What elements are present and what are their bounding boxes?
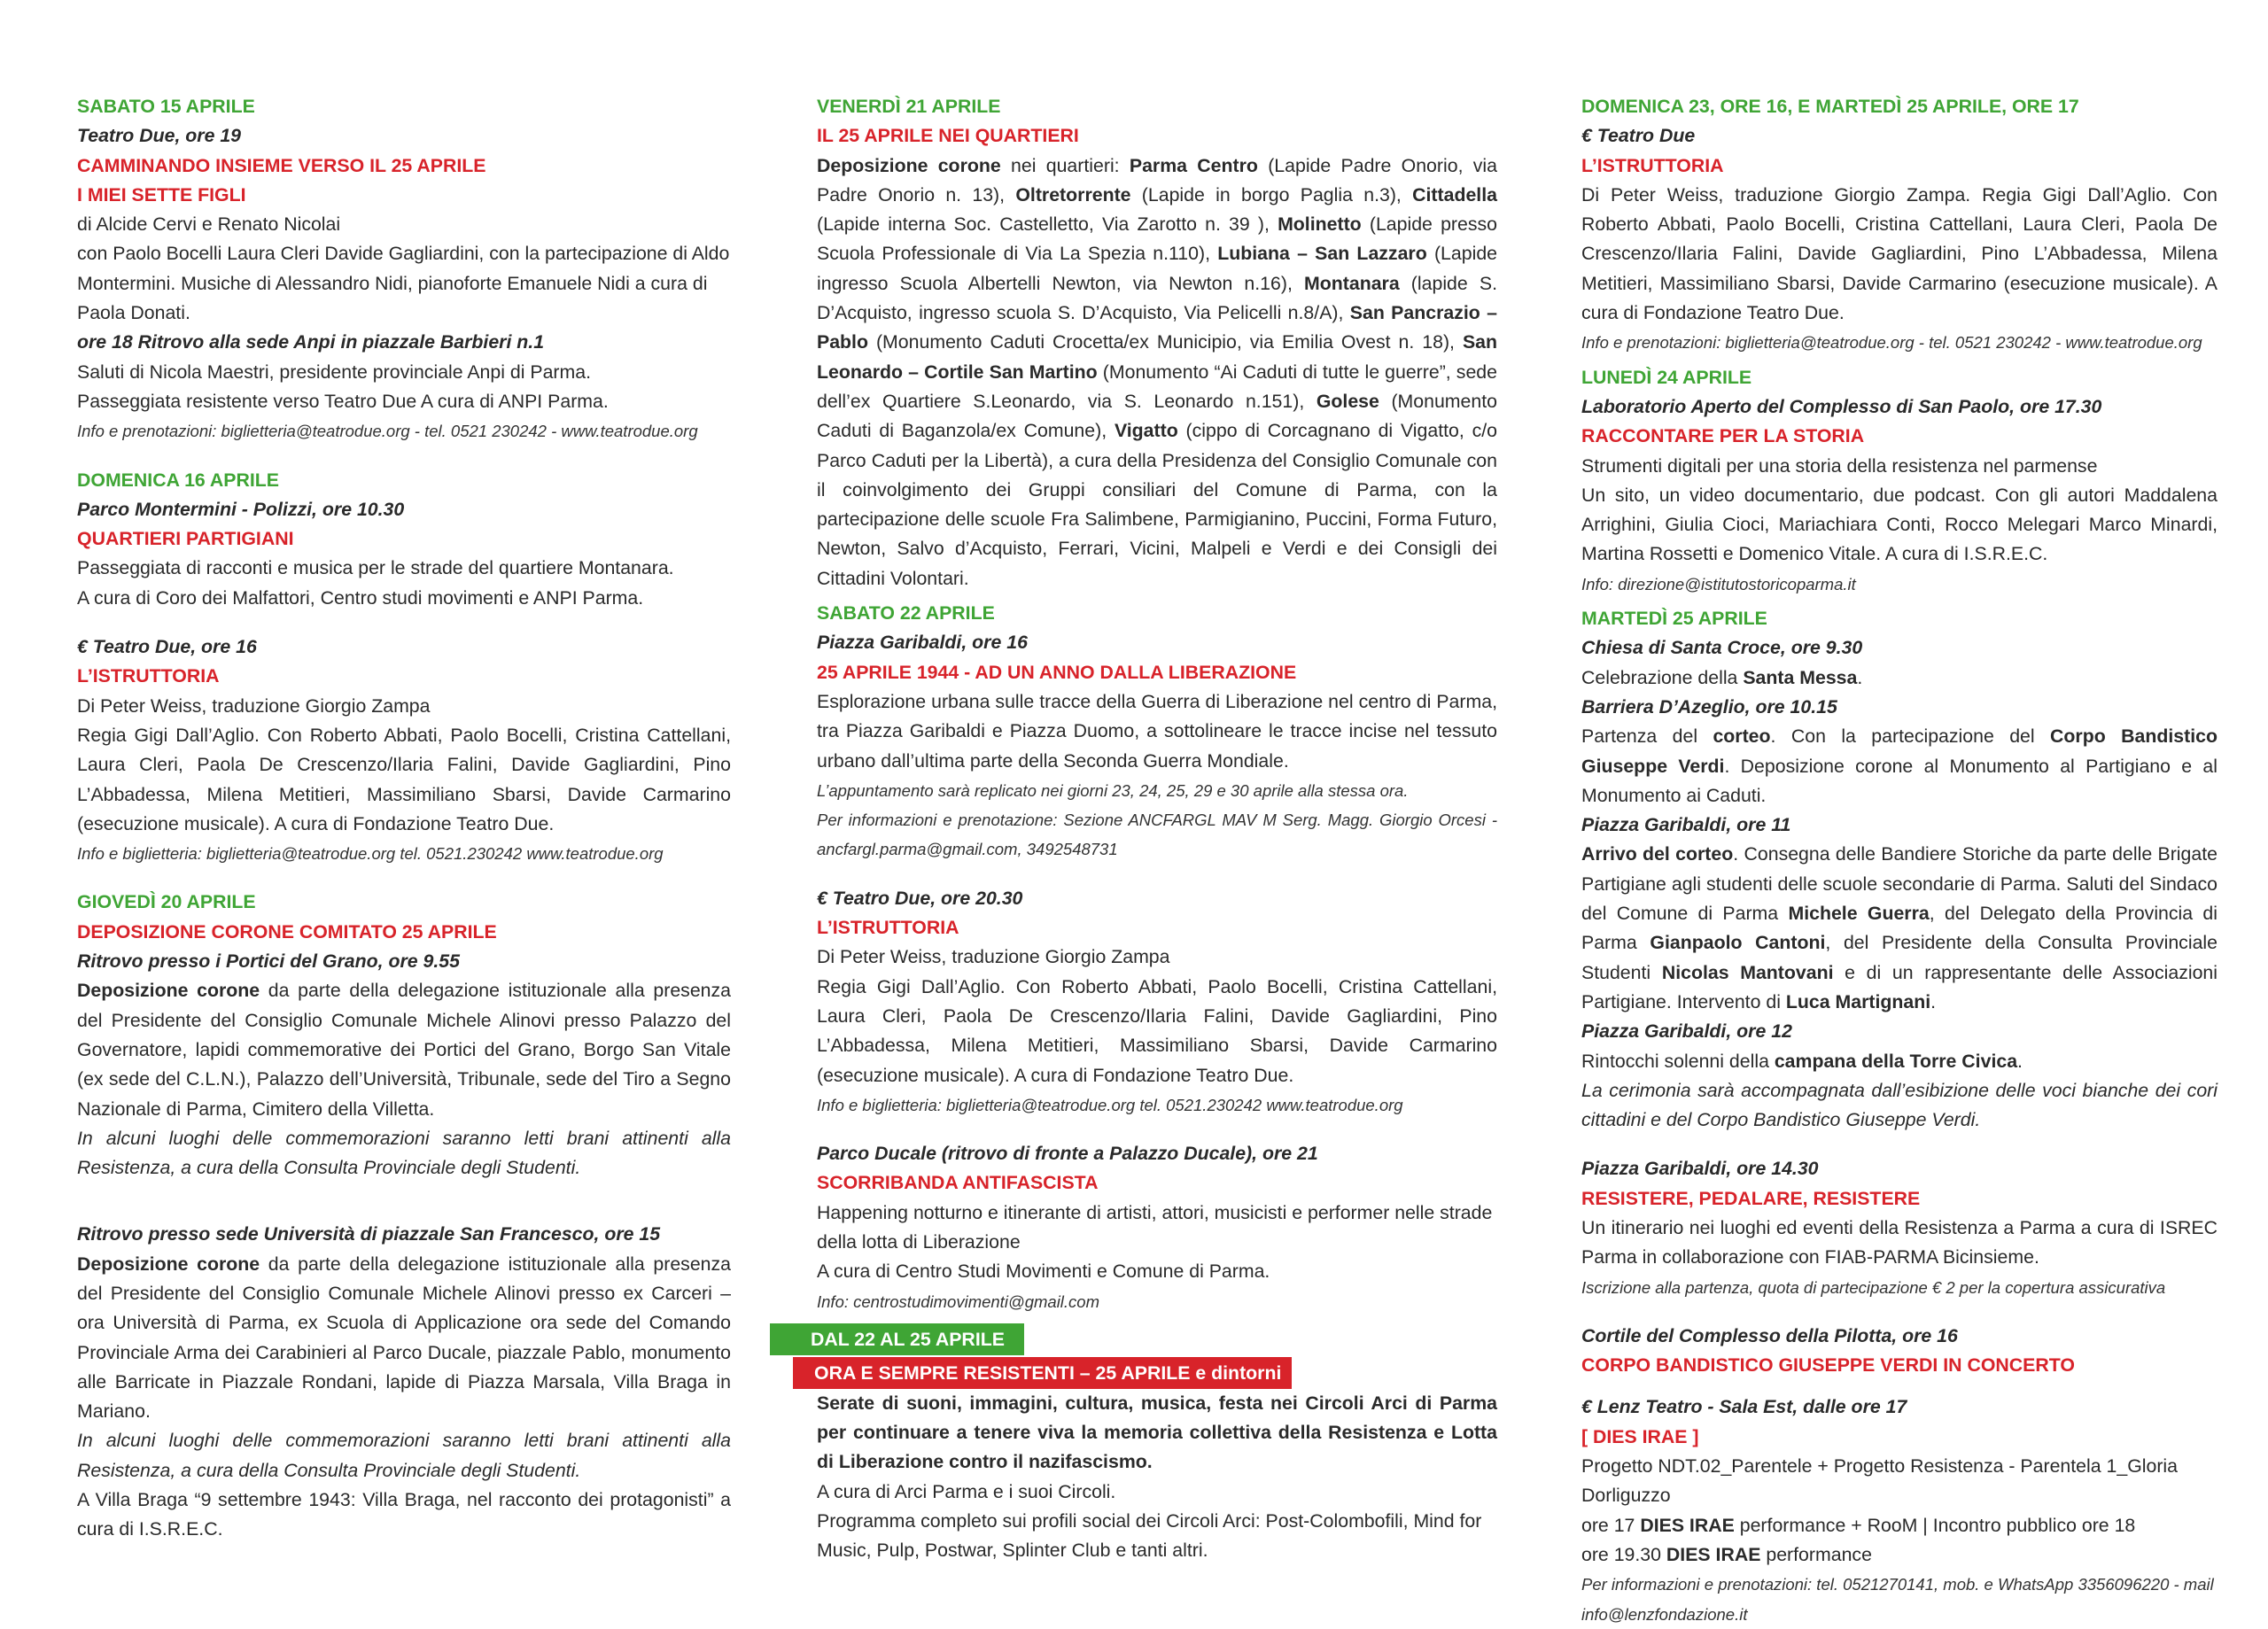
event-place: Ritrovo presso sede Università di piazzale San Francesco, ore 15 <box>77 1223 661 1245</box>
event-title: L’ISTRUTTORIA <box>77 665 220 687</box>
event-text: Di Peter Weiss, traduzione Giorgio Zampa <box>77 694 431 717</box>
text-run: (Monumento Caduti Crocetta/ex Municipio, via Emilia Ovest n. 18), <box>867 331 1463 353</box>
text-run: (cippo di Corcagnano di Vigatto, c/o Parco Caduti per la Libertà), a cura della Presidenza del Consiglio Comunale con il coinvolgimento dei Gruppi consiliari del Comune di Parma, con la partecipazione delle scuole Fra Salimbene, Parmigianino, Puccini, Forma Futuro, Newton, Salvo d’Acquisto, Ferrari, Vicini, Malpeli e Verdi e dei Consigli dei Cittadini Volontari. <box>817 420 1498 589</box>
bold-text: San Leonardo – Cortile San Martino <box>817 331 1497 383</box>
bold-text: Corpo Bandistico Giuseppe Verdi <box>1581 725 2218 777</box>
event-note: In alcuni luoghi delle commemorazioni saranno letti brani attinenti alla Resistenza, a cura della Consulta Provinciale degli Studenti. <box>77 1430 731 1481</box>
event-text: Un itinerario nei luoghi ed eventi della Resistenza a Parma a cura di ISREC Parma in collaborazione con FIAB-PARMA Bicinsieme. <box>1581 1216 2218 1268</box>
text-run: Celebrazione della <box>1581 666 1744 688</box>
event-place: Ritrovo presso i Portici del Grano, ore 9.55 <box>77 950 460 973</box>
text-run: performance + RooM | Incontro pubblico ore 18 <box>1734 1514 2136 1536</box>
event-text <box>1581 840 2218 1017</box>
text-run: , del Presidente della Consulta Provinciale Studenti <box>1581 932 2218 983</box>
event-text: Regia Gigi Dall’Aglio. Con Roberto Abbati, Paolo Bocelli, Cristina Cattellani, Laura Cleri, Paola De Crescenzo/Ilaria Falini, Davide Gagliardini, Pino L’Abbadessa, Milena Metitieri, Massimiliano Sbarsi, Davide Carmarino (esecuzione musicale). A cura di Fondazione Teatro Due. <box>817 975 1497 1086</box>
event-info: Info e prenotazioni: biglietteria@teatrodue.org - tel. 0521 230242 - www.teatrodue.org <box>77 422 698 441</box>
event-text <box>1581 1540 2218 1570</box>
text-run: Partenza del <box>1581 725 1713 748</box>
bold-text: Nicolas Mantovani <box>1661 961 1834 983</box>
event-date: SABATO 15 APRILE <box>77 96 255 117</box>
text-run: (Lapide ingresso Scuola Albertelli Newton, via Newton n.16), <box>817 243 1498 294</box>
event-place: Piazza Garibaldi, ore 16 <box>817 632 1028 654</box>
event-text: Happening notturno e itinerante di artisti, attori, musicisti e performer nelle strade della lotta di Liberazione <box>817 1201 1493 1253</box>
event-title: CORPO BANDISTICO GIUSEPPE VERDI IN CONCERTO <box>1581 1354 2075 1377</box>
event-title: DEPOSIZIONE CORONE COMITATO 25 APRILE <box>77 920 497 942</box>
event-title: L’ISTRUTTORIA <box>817 917 959 939</box>
event-title: CAMMINANDO INSIEME VERSO IL 25 APRILE <box>77 154 486 176</box>
bold-text: DIES IRAE <box>1666 1543 1761 1565</box>
event-text <box>1581 1047 2218 1076</box>
event-place: Piazza Garibaldi, ore 11 <box>1581 814 1791 836</box>
text-run: , del Delegato della Provincia di Parma <box>1581 903 2218 954</box>
event-place: Barriera D’Azeglio, ore 10.15 <box>1581 695 1837 718</box>
event-date: DOMENICA 16 APRILE <box>77 469 279 491</box>
event-text <box>1581 663 2218 693</box>
event-text: Serate di suoni, immagini, cultura, musica, festa nei Circoli Arci di Parma per continuare a tenere viva la memoria collettiva della Resistenza e Lotta di Liberazione contro il nazifascismo. <box>817 1392 1497 1473</box>
event-text <box>1581 1511 2218 1540</box>
event-place: € Teatro Due, ore 16 <box>77 636 257 658</box>
bold-text: Deposizione corone <box>77 980 260 1002</box>
event-banner: ORA E SEMPRE RESISTENTI – 25 APRILE e dintorni <box>793 1357 1292 1389</box>
text-run: da parte della delegazione istituzionale alla presenza del Presidente del Consiglio Comunale Michele Alinovi presso ex Carceri – ora Università di Parma, ex Scuola di Applicazione ora sede del Comando Provinciale Arma dei Carabinieri al Parco Ducale, piazzale Pablo, monumento alle Barricate in Piazzale Rondani, lapide di Piazza Marsala, Villa Braga in Mariano. <box>77 1253 731 1423</box>
event-place: € Lenz Teatro - Sala Est, dalle ore 17 <box>1581 1396 1907 1418</box>
event-text: con Paolo Bocelli Laura Cleri Davide Gagliardini, con la partecipazione di Aldo Montermini. Musiche di Alessandro Nidi, pianoforte Emanuele Nidi a cura di Paola Donati. <box>77 243 730 324</box>
event-text: A cura di Arci Parma e i suoi Circoli. <box>817 1480 1116 1502</box>
bold-text: Lubiana – San Lazzaro <box>1217 243 1427 265</box>
event-title: RESISTERE, PEDALARE, RESISTERE <box>1581 1187 1921 1209</box>
bold-text: Gianpaolo Cantoni <box>1650 932 1826 954</box>
event-text: Saluti di Nicola Maestri, presidente provinciale Anpi di Parma. <box>77 361 592 383</box>
bold-text: Luca Martignani <box>1785 990 1931 1012</box>
event-info: Info e biglietteria: biglietteria@teatrodue.org tel. 0521.230242 www.teatrodue.org <box>77 844 664 864</box>
event-place: Teatro Due, ore 19 <box>77 125 242 147</box>
event-title: L’ISTRUTTORIA <box>1581 154 1724 176</box>
event-date: DOMENICA 23, ORE 16, E MARTEDÌ 25 APRILE, ORE 17 <box>1581 96 2079 117</box>
text-run: (lapide S. D’Acquisto, ingresso scuola S. D’Acquisto, Via Pelicelli n.8/A), <box>817 272 1497 324</box>
text-run: . <box>2017 1050 2023 1072</box>
event-title: I MIEI SETTE FIGLI <box>77 183 246 206</box>
bold-text: Michele Guerra <box>1788 903 1930 925</box>
event-text: Progetto NDT.02_Parentele + Progetto Resistenza - Parentela 1_Gloria Dorliguzzo <box>1581 1455 2179 1507</box>
text-run: . <box>1857 666 1863 688</box>
event-info: Per informazioni e prenotazione: Sezione ANCFARGL MAV M Serg. Magg. Giorgio Orcesi - ancfargl.parma@gmail.com, 3492548731 <box>817 811 1497 859</box>
text-run: e di un rappresentante delle Associazioni Partigiane. Intervento di <box>1581 961 2218 1012</box>
bold-text: campana della Torre Civica <box>1774 1050 2018 1072</box>
event-place: Cortile del Complesso della Pilotta, ore 16 <box>1581 1324 1958 1346</box>
event-text: Passeggiata resistente verso Teatro Due A cura di ANPI Parma. <box>77 390 609 412</box>
bold-text: Molinetto <box>1278 213 1362 236</box>
text-run: ore 19.30 <box>1581 1543 1666 1565</box>
bold-text: Oltretorrente <box>1015 183 1131 206</box>
event-title: SCORRIBANDA ANTIFASCISTA <box>817 1172 1099 1194</box>
text-run: (Lapide interna Soc. Castelletto, Via Zarotto n. 39 ), <box>817 213 1278 236</box>
bold-text: Parma Centro <box>1129 154 1258 176</box>
event-date: SABATO 22 APRILE <box>817 602 995 624</box>
event-place: Piazza Garibaldi, ore 14.30 <box>1581 1158 1819 1180</box>
text-run: (Lapide Padre Onorio, via Padre Onorio n. 13), <box>817 154 1497 206</box>
event-text: Programma completo sui profili social dei Circoli Arci: Post-Colombofili, Mind for Music, Pulp, Postwar, Splinter Club e tanti altri. <box>817 1510 1482 1562</box>
event-date: MARTEDÌ 25 APRILE <box>1581 608 1767 630</box>
bold-text: Deposizione corone <box>817 154 1001 176</box>
event-info: L’appuntamento sarà replicato nei giorni 23, 24, 25, 29 e 30 aprile alla stessa ora. <box>817 780 1409 800</box>
event-info: Info e prenotazioni: biglietteria@teatrodue.org - tel. 0521 230242 - www.teatrodue.org <box>1581 333 2202 353</box>
event-info: Info: centrostudimovimenti@gmail.com <box>817 1292 1100 1311</box>
event-date: LUNEDÌ 24 APRILE <box>1581 366 1752 388</box>
column-1 <box>77 92 731 1545</box>
event-place: Piazza Garibaldi, ore 12 <box>1581 1020 1792 1043</box>
column-2 <box>811 92 1498 1566</box>
event-date: GIOVEDÌ 20 APRILE <box>77 891 256 913</box>
text-run: . Consegna delle Bandiere Storiche da parte delle Brigate Partigiane agli studenti delle scuole secondarie di Parma. Saluti del Sindaco del Comune di Parma <box>1581 843 2218 925</box>
event-info: Per informazioni e prenotazioni: tel. 0521270141, mob. e WhatsApp 3356096220 - mail info@lenzfondazione.it <box>1581 1575 2214 1624</box>
event-text: A Villa Braga “9 settembre 1943: Villa Braga, nel racconto dei protagonisti” a cura di I.S.R.E.C. <box>77 1489 731 1540</box>
event-text: Passeggiata di racconti e musica per le strade del quartiere Montanara. <box>77 557 674 579</box>
text-run: (Monumento Caduti di Baganzola/ex Comune), <box>817 390 1498 442</box>
event-text: Regia Gigi Dall’Aglio. Con Roberto Abbati, Paolo Bocelli, Cristina Cattellani, Laura Cleri, Paola De Crescenzo/Ilaria Falini, Davide Gagliardini, Pino L’Abbadessa, Milena Metitieri, Massimiliano Sbarsi, Davide Carmarino (esecuzione musicale). A cura di Fondazione Teatro Due. <box>77 724 731 834</box>
event-title: IL 25 APRILE NEI QUARTIERI <box>817 125 1079 147</box>
event-text <box>77 976 731 1123</box>
event-note: In alcuni luoghi delle commemorazioni saranno letti brani attinenti alla Resistenza, a cura della Consulta Provinciale degli Studenti. <box>77 1127 731 1179</box>
text-run: Rintocchi solenni della <box>1581 1050 1775 1072</box>
bold-text: Santa Messa <box>1743 666 1858 688</box>
event-title: QUARTIERI PARTIGIANI <box>77 528 294 550</box>
text-run: ore 17 <box>1581 1514 1641 1536</box>
event-place: Laboratorio Aperto del Complesso di San Paolo, ore 17.30 <box>1581 395 2102 417</box>
event-title: 25 APRILE 1944 - AD UN ANNO DALLA LIBERAZIONE <box>817 661 1297 683</box>
event-place: ore 18 Ritrovo alla sede Anpi in piazzale Barbieri n.1 <box>77 331 545 353</box>
bold-text: Arrivo del corteo <box>1581 843 1734 865</box>
event-text: Di Peter Weiss, traduzione Giorgio Zampa <box>817 946 1170 968</box>
bold-text: corteo <box>1713 725 1771 748</box>
event-text: Strumenti digitali per una storia della resistenza nel parmense <box>1581 454 2098 477</box>
event-text: Un sito, un video documentario, due podcast. Con gli autori Maddalena Arrighini, Giulia Cioci, Mariachiara Conti, Rocco Melegari Marco Minardi, Martina Rossetti e Domenico Vitale. A cura di I.S.R.E.C. <box>1581 484 2218 565</box>
text-run: performance <box>1760 1543 1872 1565</box>
bold-text: Golese <box>1316 390 1379 412</box>
text-run: (Lapide in borgo Paglia n.3), <box>1130 183 1413 206</box>
event-title: [ DIES IRAE ] <box>1581 1425 1699 1447</box>
event-place: Parco Ducale (ritrovo di fronte a Palazzo Ducale), ore 21 <box>817 1143 1318 1165</box>
bold-text: Deposizione corone <box>77 1253 260 1275</box>
bold-text: DIES IRAE <box>1640 1514 1735 1536</box>
event-text <box>77 1250 731 1427</box>
text-run: . Con la partecipazione del <box>1770 725 2051 748</box>
bold-text: Montanara <box>1304 272 1400 294</box>
column-3 <box>1581 92 2218 1629</box>
event-text: A cura di Coro dei Malfattori, Centro studi movimenti e ANPI Parma. <box>77 586 644 609</box>
event-place: € Teatro Due <box>1581 125 1696 147</box>
event-title: RACCONTARE PER LA STORIA <box>1581 425 1865 447</box>
text-run: nei quartieri: <box>1000 154 1130 176</box>
event-text <box>817 151 1497 593</box>
text-run: (Lapide presso Scuola Professionale di Via La Spezia n.110), <box>817 213 1497 265</box>
text-run: . Deposizione corone al Monumento al Partigiano e al Monumento ai Caduti. <box>1581 755 2218 806</box>
event-text: A cura di Centro Studi Movimenti e Comune di Parma. <box>817 1261 1270 1283</box>
bold-text: Cittadella <box>1412 183 1497 206</box>
event-place: € Teatro Due, ore 20.30 <box>817 887 1023 909</box>
event-info: Info e biglietteria: biglietteria@teatrodue.org tel. 0521.230242 www.teatrodue.org <box>817 1095 1403 1114</box>
event-date: VENERDÌ 21 APRILE <box>817 96 1001 117</box>
bold-text: San Pancrazio – Pablo <box>817 302 1497 353</box>
event-info: Info: direzione@istitutostoricoparma.it <box>1581 574 1856 593</box>
date-range-banner: DAL 22 AL 25 APRILE <box>770 1323 1024 1355</box>
event-info: Iscrizione alla partenza, quota di partecipazione € 2 per la copertura assicurativa <box>1581 1277 2166 1297</box>
event-place: Parco Montermini - Polizzi, ore 10.30 <box>77 498 405 520</box>
text-run: (Monumento “Ai Caduti di tutte le guerre”, sede dell’ex Quartiere S.Leonardo, via S. Leonardo n.151), <box>817 361 1497 412</box>
event-text: Di Peter Weiss, traduzione Giorgio Zampa. Regia Gigi Dall’Aglio. Con Roberto Abbati, Paolo Bocelli, Cristina Cattellani, Laura Cleri, Paola De Crescenzo/Ilaria Falini, Davide Gagliardini, Pino L’Abbadessa, Milena Metitieri, Massimiliano Sbarsi, Davide Carmarino (esecuzione musicale). A cura di Fondazione Teatro Due. <box>1581 183 2218 324</box>
event-text: di Alcide Cervi e Renato Nicolai <box>77 213 341 236</box>
event-place: Chiesa di Santa Croce, ore 9.30 <box>1581 637 1863 659</box>
event-note: La cerimonia sarà accompagnata dall’esibizione delle voci bianche dei cori cittadini e del Corpo Bandistico Giuseppe Verdi. <box>1581 1079 2218 1131</box>
bold-text: Vigatto <box>1114 420 1178 442</box>
text-run: da parte della delegazione istituzionale alla presenza del Presidente del Consiglio Comunale Michele Alinovi presso Palazzo del Governatore, lapidi commemorative dei Portici del Grano, Borgo San Vitale (ex sede del C.L.N.), Palazzo dell’Università, Tribunale, sede del Tiro a Segno Nazionale di Parma, Cimitero della Villetta. <box>77 980 731 1120</box>
text-run: . <box>1930 990 1937 1012</box>
event-text: Esplorazione urbana sulle tracce della Guerra di Liberazione nel centro di Parma, tra Piazza Garibaldi e Piazza Duomo, a sottolineare le tracce incise nel tessuto urbano dall’ultima parte della Seconda Guerra Mondiale. <box>817 690 1497 772</box>
event-text <box>1581 722 2218 811</box>
